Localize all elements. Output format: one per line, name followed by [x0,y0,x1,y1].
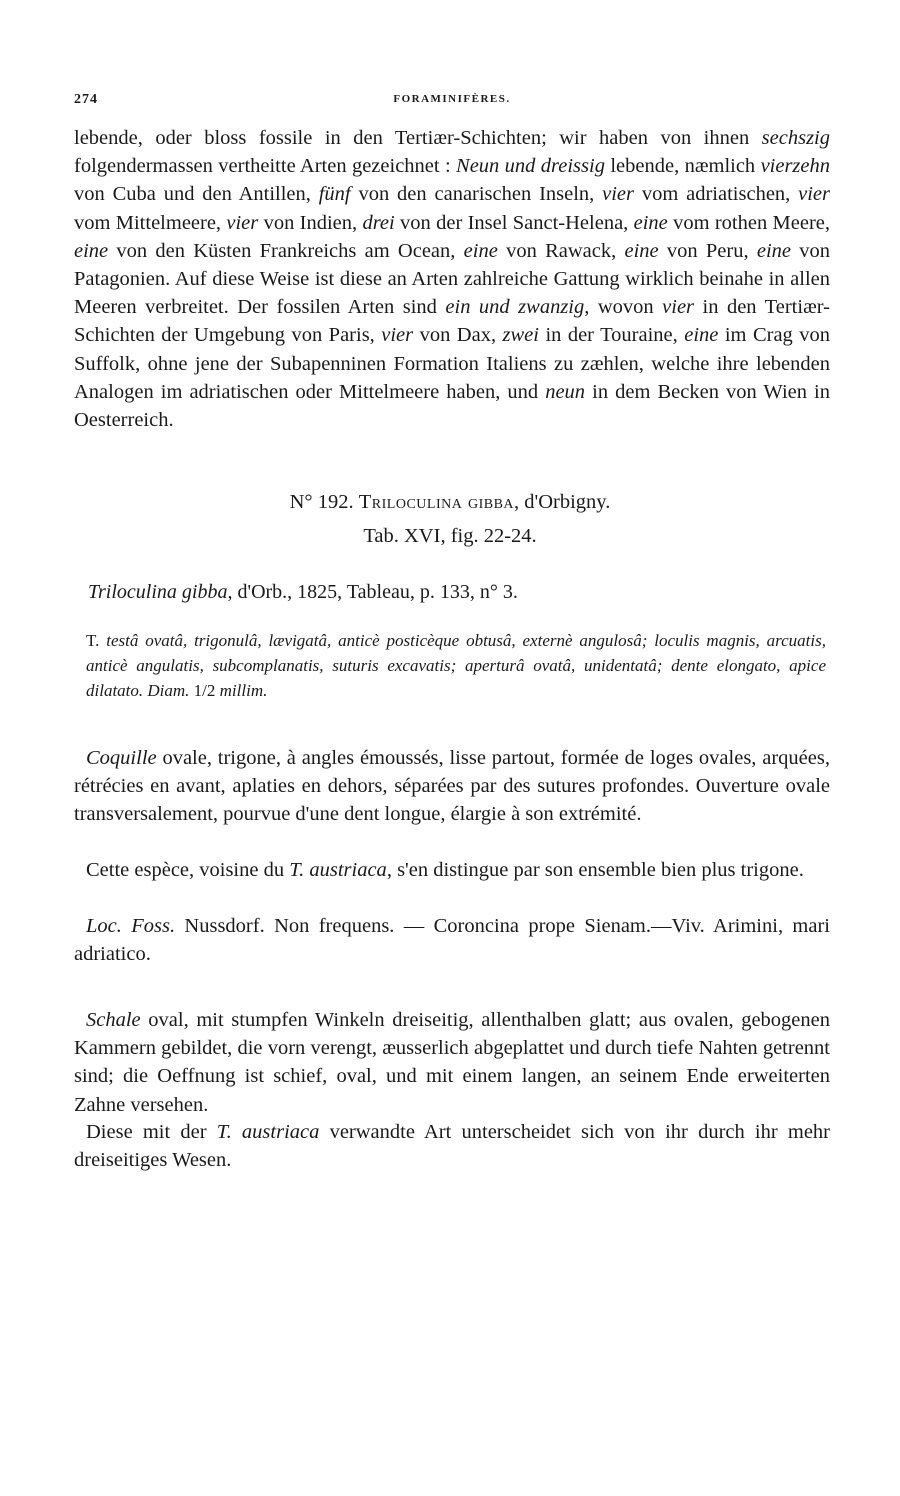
latin-diagnosis [86,628,826,703]
emph-number: Neun und dreissig [456,155,605,178]
german-description [74,1006,830,1119]
text-run: folgendermassen vertheitte Arten gezeichnet : [74,155,457,178]
emph-number: vier [602,183,635,206]
emph-number: eine [74,239,109,262]
text-run: , s'en distingue par son ensemble bien plus trigone. [386,859,804,881]
emph-number: vierzehn [760,155,831,178]
text-run: , wovon [584,296,663,319]
species-author: , d'Orbigny. [514,491,611,513]
emph-number: eine [684,324,719,347]
emph-number: vier [226,211,259,234]
text-run: lebende, næmlich [604,155,761,178]
text-run: im Crag von Suffolk, ohne jene der Subapenninen Formation Italiens zu zæhlen, welche ihre lebenden Analogen im adriatischen oder Mittelmeere haben, und [74,324,830,403]
french-desc-text: ovale, trigone, à angles émoussés, lisse partout, formée de loges ovales, arquées, rétrécies en avant, aplaties en dehors, séparées par des sutures profondes. Ouverture ovale transversalement, pourvue d'une dent longue, élargie à son extrémité. [74,747,830,826]
emph-number: ein und zwanzig [445,296,585,319]
text-run: von Patagonien. Auf diese Weise ist diese an Arten zahlreiche Gattung wirklich beinahe in allen Meeren verbreitet. Der fossilen Arten sind [74,239,831,319]
text-run: vom rothen Meere, [667,211,830,234]
text-run: von Rawack, [497,239,625,262]
text-run: verwandte Art unterscheidet sich von ihr durch ihr mehr dreiseitiges Wesen. [74,1121,831,1172]
emph-number: eine [756,239,791,262]
french-remark [74,856,830,884]
page-header [74,92,830,112]
german-remark [74,1118,830,1174]
french-description [74,744,830,829]
running-head: FORAMINIFÈRES. [393,93,511,105]
species-ref: T. austriaca [289,859,387,881]
emph-number: drei [362,211,395,234]
text-run: von der Insel Sanct-Helena, [394,211,634,234]
german-desc-lead: Schale [86,1009,141,1031]
french-desc-lead: Coquille [86,747,157,769]
emph-number: vier [798,183,831,206]
german-desc-text: oval, mit stumpfen Winkeln dreiseitig, allenthalben glatt; aus ovalen, gebogenen Kammern gebildet, die vorn verengt, æusserlich abgeplattet und durch tiefe Nahten getrennt sind; die Oeffnung ist schief, oval, und mit einem langen, an seinem Ende erweiterten Zahne versehen. [74,1009,830,1116]
text-run: Cette espèce, voisine du [86,859,290,881]
emph-number: vier [662,296,695,319]
text-run: in dem Becken von Wien in Oesterreich. [74,380,831,432]
text-run: von den Küsten Frankreichs am Ocean, [108,239,464,262]
intro-paragraph [74,124,830,434]
text-run: in der Touraine, [538,324,685,347]
diagnosis-lead: T. [86,631,100,650]
text-run: vom Mittelmeere, [74,211,227,234]
text-run: von Peru, [658,239,757,262]
emph-number: sechszig [761,127,830,149]
emph-number: vier [381,324,414,347]
page-number: 274 [74,92,98,107]
text-run: von Cuba und den Antillen, [74,183,319,206]
emph-number: eine [624,239,659,262]
text-run: Diese mit der [86,1121,217,1143]
diagnosis-text: testâ ovatâ, trigonulâ, lævigatâ, anticè posticèque obtusâ, externè angulosâ; loculis magnis, arcuatis, anticè angulatis, subcomplanatis, suturis excavatis; aperturâ ovatâ, unidentatâ; dente elongato, apice dilatato. Diam. [86,631,826,700]
plate-reference: Tab. XVI, fig. 22-24. [363,525,537,547]
diagnosis-size: 1/2 [193,681,216,700]
species-ref: T. austriaca [216,1121,320,1143]
emph-number: fünf [318,183,351,206]
emph-number: neun [545,380,586,403]
locality-line [74,912,830,968]
text-run: von Dax, [413,324,503,347]
species-name: Triloculina gibba [358,491,515,513]
diagnosis-unit: millim. [215,681,268,700]
synonym-name: Triloculina gibba, [88,581,233,603]
text-run: von Indien, [258,211,363,234]
synonym-citation: d'Orb., 1825, Tableau, p. 133, n° 3. [232,581,518,603]
text-run: vom adriatischen, [634,183,799,206]
text-run: in den Tertiær-Schichten der Umgebung von Paris, [74,296,830,347]
species-heading [0,488,900,516]
entry-number: N° 192. [289,491,354,513]
emph-number: eine [463,239,498,262]
emph-number: zwei [502,324,539,347]
text-run: von den canarischen Inseln, [350,183,603,206]
synonymy-line [88,578,828,606]
emph-number: eine [633,211,668,234]
text-run: lebende, oder bloss fossile in den Tertiær-Schichten; wir haben von ihnen [74,127,762,149]
locality-text: Nussdorf. Non frequens. — Coroncina prope Sienam.—Viv. Arimini, mari adriatico. [74,915,830,966]
locality-lead: Loc. Foss. [86,915,176,937]
